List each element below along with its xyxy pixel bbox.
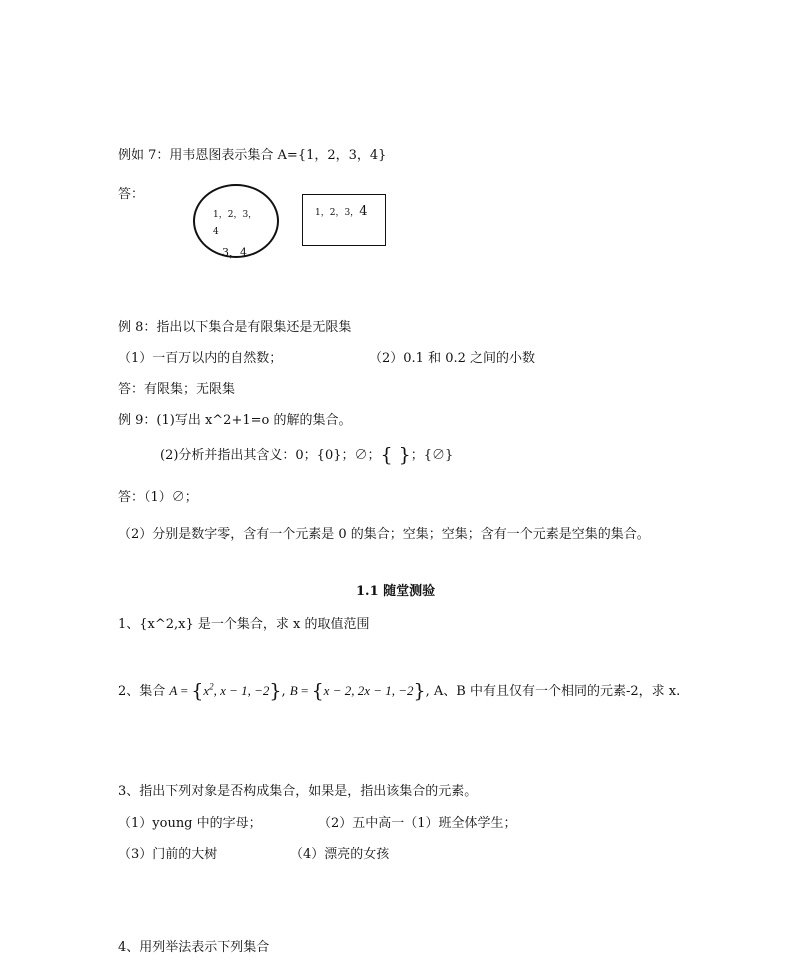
example-8-question-1: （1）一百万以内的自然数； — [118, 351, 283, 366]
quiz-heading: 1.1 随堂测验 — [356, 584, 436, 599]
quiz-question-3-item-2: （2）五中高一（1）班全体学生； — [318, 816, 517, 831]
set-a-body-1: x — [203, 683, 210, 698]
set-b-name: B — [289, 683, 298, 698]
example-9-answer-2: （2）分别是数字零，含有一个元素是 0 的集合；空集；空集；含有一个元素是空集的集合。 — [118, 527, 650, 542]
set-a-formula: $A = \{x^2$, x − 1, −2} — [169, 680, 282, 702]
quiz-question-4: 4、用列举法表示下列集合 — [118, 940, 270, 955]
quiz-question-1: 1、{x^2,x} 是一个集合，求 x 的取值范围 — [118, 617, 370, 632]
quiz-question-3: 3、指出下列对象是否构成集合，如果是，指出该集合的元素。 — [118, 784, 478, 799]
venn-rectangle — [302, 194, 386, 246]
set-a-body-2: , x − 1, −2 — [213, 683, 270, 698]
set-b-formula: B = {x − 2, 2x − 1, −2} — [289, 680, 426, 702]
example-8-title: 例 8：指出以下集合是有限集还是无限集 — [118, 320, 352, 335]
example-7-answer-label: 答： — [118, 187, 145, 202]
quiz-question-2: 2、集合 $A = \{x^2$, x − 1, −2}, B = {x − 2, 2x − 1, −2}, A、B 中有且仅有一个相同的元素-2，求 x. — [118, 680, 681, 702]
quiz-question-3-item-1: （1）young 中的字母； — [118, 816, 262, 831]
example-9-question-2-prefix: (2)分析并指出其含义：0；{0}；∅； — [160, 448, 381, 463]
example-9-question-2 — [160, 444, 453, 466]
venn-rectangle-text-small: 1，2，3， — [315, 208, 360, 218]
venn-rectangle-text — [315, 204, 367, 219]
set-a-exponent: 2 — [209, 681, 214, 692]
example-9-title: 例 9：(1)写出 x^2+1=o 的解的集合。 — [118, 413, 352, 428]
venn-ellipse-text-1: 1，2，3， — [213, 210, 258, 220]
example-9-answer-1: 答：（1）∅； — [118, 490, 198, 505]
quiz-question-3-item-3: （3）门前的大树 — [118, 847, 218, 862]
example-7-title: 例如 7：用韦恩图表示集合 A={1，2，3，4} — [118, 148, 387, 163]
quiz-question-2-suffix: A、B 中有且仅有一个相同的元素-2，求 x. — [433, 684, 681, 699]
example-8-question-2: （2）0.1 和 0.2 之间的小数 — [369, 351, 536, 366]
example-8-answer: 答：有限集；无限集 — [118, 382, 236, 397]
quiz-question-2-prefix: 2、集合 — [118, 684, 166, 699]
empty-set-brace: { } — [380, 444, 411, 466]
example-9-question-2-suffix: ；{∅} — [410, 448, 454, 463]
set-a-name: A — [169, 683, 178, 698]
venn-rectangle-text-big: 4 — [359, 204, 368, 219]
quiz-question-3-item-4: （4）漂亮的女孩 — [290, 847, 390, 862]
set-b-body: x − 2, 2x − 1, −2 — [323, 683, 414, 698]
venn-ellipse-text-2: 4 — [213, 227, 219, 237]
venn-ellipse-text-3: 3，4 — [222, 246, 247, 259]
